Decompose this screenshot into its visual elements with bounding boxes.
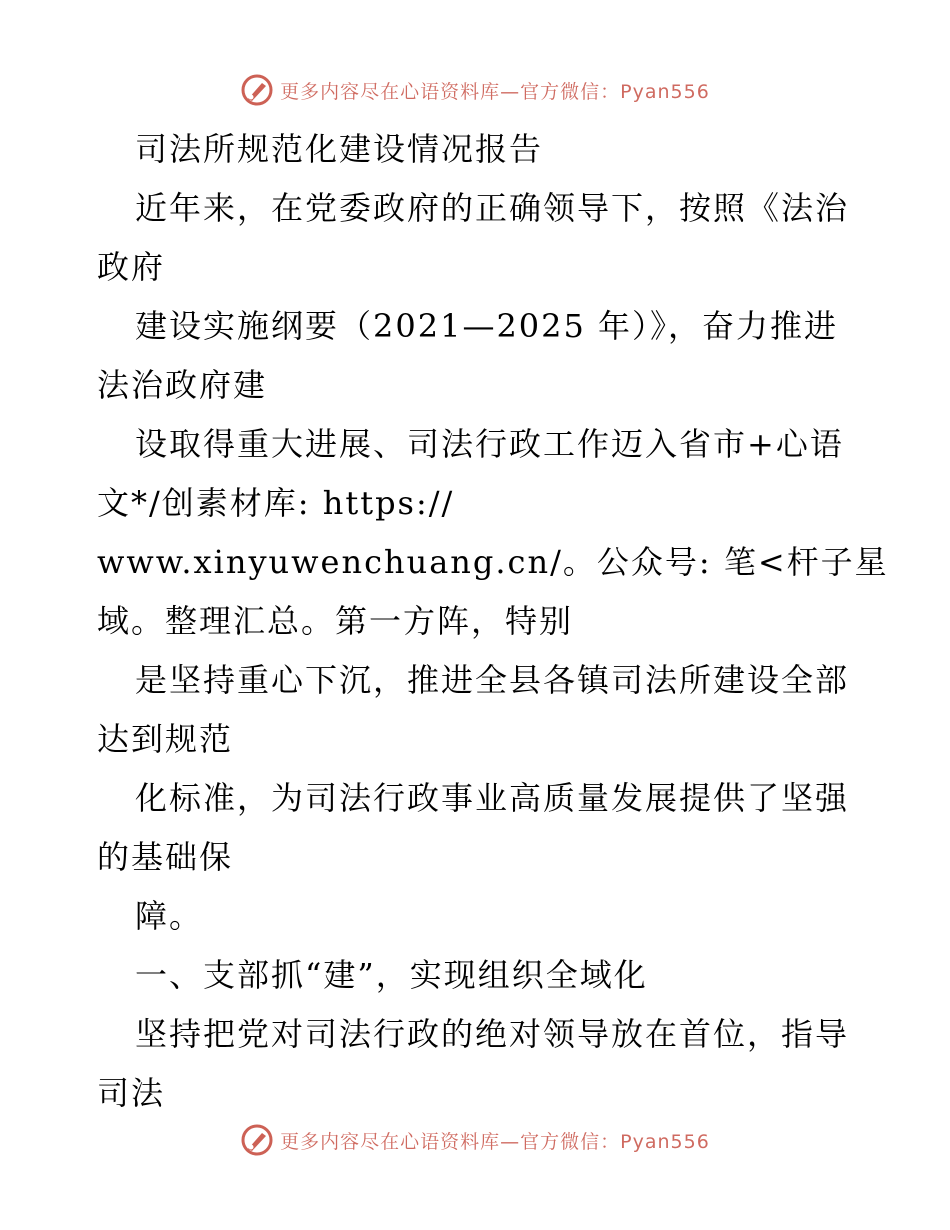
watermark-text: 更多内容尽在心语资料库—官方微信：Pyan556	[280, 80, 710, 103]
text-line: 域。整理汇总。第一方阵，特别	[97, 602, 574, 640]
section-heading: 一、支部抓“建”，实现组织全域化	[135, 956, 648, 994]
text-line: 法治政府建	[97, 366, 268, 404]
header-watermark	[0, 70, 950, 110]
text-line: 建设实施纲要（2021—2025 年）》，奋力推进	[135, 307, 839, 345]
document-body	[97, 120, 889, 1123]
text-line: 障。	[135, 897, 204, 935]
text-line: 文*/创素材库: https://	[97, 484, 455, 522]
text-line: 司法	[97, 1074, 166, 1112]
watermark-text: 更多内容尽在心语资料库—官方微信：Pyan556	[280, 1130, 710, 1153]
document-title: 司法所规范化建设情况报告	[135, 130, 544, 168]
text-line: 政府	[97, 248, 166, 286]
text-line: 近年来，在党委政府的正确领导下，按照《法治	[135, 189, 850, 227]
text-line: 坚持把党对司法行政的绝对领导放在首位，指导	[135, 1015, 850, 1053]
pen-logo-icon	[240, 1123, 274, 1157]
text-line: 达到规范	[97, 720, 234, 758]
text-line: 设取得重大进展、司法行政工作迈入省市+心语	[135, 425, 844, 463]
footer-watermark	[0, 1120, 950, 1160]
text-line: www.xinyuwenchuang.cn/。公众号: 笔<杆子星	[97, 543, 889, 581]
text-line: 化标准，为司法行政事业高质量发展提供了坚强	[135, 779, 850, 817]
pen-logo-icon	[240, 73, 274, 107]
text-line: 是坚持重心下沉，推进全县各镇司法所建设全部	[135, 661, 850, 699]
text-line: 的基础保	[97, 838, 234, 876]
